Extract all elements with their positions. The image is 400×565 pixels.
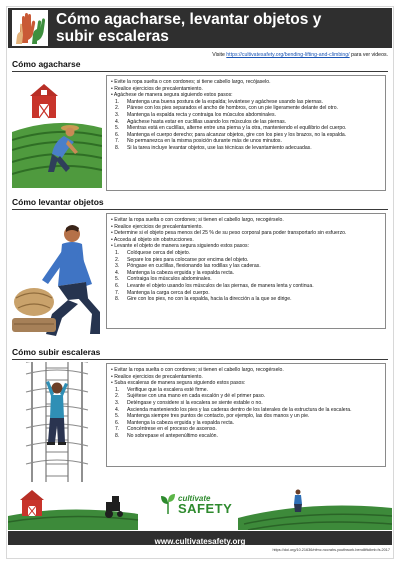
step-text: Si la tarea incluye levantar objetos, use las técnicas de levantamiento adecuadas. [127, 144, 312, 151]
step-text: No sobrepase el antepenúltimo escalón. [127, 432, 218, 439]
step-item: 8. No sobrepase el antepenúltimo escalón. [115, 432, 218, 439]
hands-logo-icon [12, 10, 48, 46]
bullet: • Agáchese de manera segura siguiendo estos pasos: [111, 92, 381, 99]
step-item: 4. Ascienda manteniendo los pies y las caderas dentro de los laterales de la estructura de la escalera. [115, 406, 352, 413]
step-item: 2. Párese con los pies separados el ancho de hombros, con un pie ligeramente delante del otro. [115, 105, 338, 112]
step-text: Deténgase y considere si la escalera se siente estable o no. [127, 399, 263, 406]
step-text: Mantenga el cuerpo derecho; para alcanzar objetos, gire con los pies y los brazos, no la espalda. [127, 131, 347, 138]
step-item: 6. Levante el objeto usando los músculos de las piernas, de manera lenta y continua. [115, 282, 314, 289]
lifting-instructions [106, 213, 386, 329]
title-line-2: subir escaleras [56, 28, 169, 45]
doi-citation: https://doi.org/10.21636/nfmc.nccrahs.youthwork.bendliftclimb.fs.2017 [272, 548, 390, 552]
logo-text-cultivate: cultivate [178, 494, 211, 503]
step-text: Concéntrese en el proceso de ascenso. [127, 426, 217, 433]
step-item: 1. Colóquese cerca del objeto. [115, 249, 191, 256]
bullet: • Determine si el objeto pesa menos del 25 % de su peso corporal para poder transportarlo sin esfuerzo. [111, 230, 381, 237]
step-item: 8. Gire con los pies, no con la espalda, hacia la dirección a la que se dirige. [115, 296, 292, 303]
visit-prefix: Visite [212, 52, 225, 58]
footer-bar [8, 531, 392, 545]
step-text: Mantenga siempre tres puntos de contacto, por ejemplo, las dos manos y un pie. [127, 413, 310, 420]
step-text: Mientras está en cuclillas, alterne entre una pierna y la otra, manteniendo el equilibrio del cuerpo. [127, 125, 347, 132]
step-item: 6. Mantenga el cuerpo derecho; para alcanzar objetos, gire con los pies y los brazos, no la espalda. [115, 131, 347, 138]
step-text: Colóquese cerca del objeto. [127, 249, 191, 256]
step-item: 3. Póngase en cuclillas, flexionando las rodillas y las caderas. [115, 263, 261, 270]
visit-suffix: para ver videos. [351, 52, 388, 58]
step-item: 6. Mantenga la cabeza erguida y la espalda recta. [115, 419, 235, 426]
step-item: 3. Deténgase y considere si la escalera se siente estable o no. [115, 399, 263, 406]
step-text: Mantenga la cabeza erguida y la espalda recta. [127, 419, 235, 426]
logo-text-safety: SAFETY [178, 501, 233, 516]
bullet: • Evitar la ropa suelta o con cordones; si tienen el cabello largo, recogérselo. [111, 367, 381, 374]
climbing-illustration [12, 362, 102, 482]
step-item: 1. Verifique que la escalera esté firme. [115, 386, 208, 393]
step-text: Agáchese hasta estar en cuclillas usando los músculos de las piernas. [127, 118, 287, 125]
bullet: • Levante el objeto de manera segura siguiendo estos pasos: [111, 243, 381, 250]
step-text: Párese con los pies separados el ancho de hombros, con un pie ligeramente delante del otro. [127, 105, 338, 112]
step-item: 7. Concéntrese en el proceso de ascenso. [115, 426, 217, 433]
step-text: Mantenga la cabeza erguida y la espalda recta. [127, 269, 235, 276]
step-item: 4. Mantenga la cabeza erguida y la espalda recta. [115, 269, 235, 276]
step-text: Sujétese con una mano en cada escalón y dé el primer paso. [127, 393, 266, 400]
step-text: Póngase en cuclillas, flexionando las rodillas y las caderas. [127, 263, 261, 270]
bullet: • Realice ejercicios de precalentamiento. [111, 224, 381, 231]
step-text: Mantenga la carga cerca del cuerpo. [127, 289, 210, 296]
bullet: • Realice ejercicios de precalentamiento. [111, 86, 381, 93]
step-item: 4. Agáchese hasta estar en cuclillas usando los músculos de las piernas. [115, 118, 287, 125]
step-text: Gire con los pies, no con la espalda, hacia la dirección a la que se dirige. [127, 296, 292, 303]
section-title-climbing: Cómo subir escaleras [12, 347, 101, 357]
footer-website-link[interactable]: www.cultivatesafety.org [154, 537, 246, 546]
header-bar [8, 8, 392, 48]
section-divider [12, 359, 388, 360]
step-text: Verifique que la escalera esté firme. [127, 386, 208, 393]
step-item: 5. Mientras está en cuclillas, alterne entre una pierna y la otra, manteniendo el equilibrio del cuerpo. [115, 125, 347, 132]
step-item: 1. Mantenga una buena postura de la espalda; levántese y agáchese usando las piernas. [115, 98, 323, 105]
step-item: 8. Si la tarea incluye levantar objetos, use las técnicas de levantamiento adecuadas. [115, 144, 312, 151]
visit-note [212, 52, 388, 58]
step-text: Mantenga una buena postura de la espalda; levántese y agáchese usando las piernas. [127, 98, 323, 105]
section-divider [12, 209, 388, 210]
step-text: Levante el objeto usando los músculos de las piernas, de manera lenta y continua. [127, 282, 314, 289]
step-text: Contraiga los músculos abdominales. [127, 276, 212, 283]
climbing-instructions [106, 363, 386, 467]
bending-instructions [106, 75, 386, 191]
videos-link[interactable]: https://cultivatesafety.org/bending-lifting-and-climbing/ [226, 52, 350, 58]
step-text: Ascienda manteniendo los pies y las caderas dentro de los laterales de la estructura de la escalera. [127, 406, 352, 413]
cultivate-safety-logo [160, 492, 233, 516]
step-item: 7. Mantenga la carga cerca del cuerpo. [115, 289, 210, 296]
step-item: 5. Contraiga los músculos abdominales. [115, 276, 212, 283]
page-title [56, 11, 386, 45]
step-text: Mantenga la espalda recta y contraiga los músculos abdominales. [127, 111, 276, 118]
bullet: • Suba escaleras de manera segura siguiendo estos pasos: [111, 380, 381, 387]
section-title-lifting: Cómo levantar objetos [12, 197, 104, 207]
step-item: 3. Mantenga la espalda recta y contraiga los músculos abdominales. [115, 111, 276, 118]
section-divider [12, 71, 388, 72]
step-text: Separe los pies para colocarse por encima del objeto. [127, 256, 249, 263]
step-item: 7. No permanezca en la misma posición durante más de unos minutos. [115, 138, 282, 145]
lifting-illustration [12, 214, 102, 338]
step-item: 2. Sujétese con una mano en cada escalón y dé el primer paso. [115, 393, 266, 400]
bullet: • Evite la ropa suelta o con cordones; si tiene cabello largo, recójaselo. [111, 79, 381, 86]
bullet: • Evitar la ropa suelta o con cordones; si tienen el cabello largo, recogérselo. [111, 217, 381, 224]
section-title-bending: Cómo agacharse [12, 59, 81, 69]
step-text: No permanezca en la misma posición durante más de unos minutos. [127, 138, 282, 145]
sprout-icon [160, 492, 176, 514]
bending-illustration [12, 76, 102, 188]
bullet: • Realice ejercicios de precalentamiento. [111, 374, 381, 381]
bullet: • Acceda al objeto sin obstrucciones. [111, 237, 381, 244]
title-line-1: Cómo agacharse, levantar objetos y [56, 11, 322, 28]
step-item: 5. Mantenga siempre tres puntos de contacto, por ejemplo, las dos manos y un pie. [115, 413, 310, 420]
step-item: 2. Separe los pies para colocarse por encima del objeto. [115, 256, 249, 263]
